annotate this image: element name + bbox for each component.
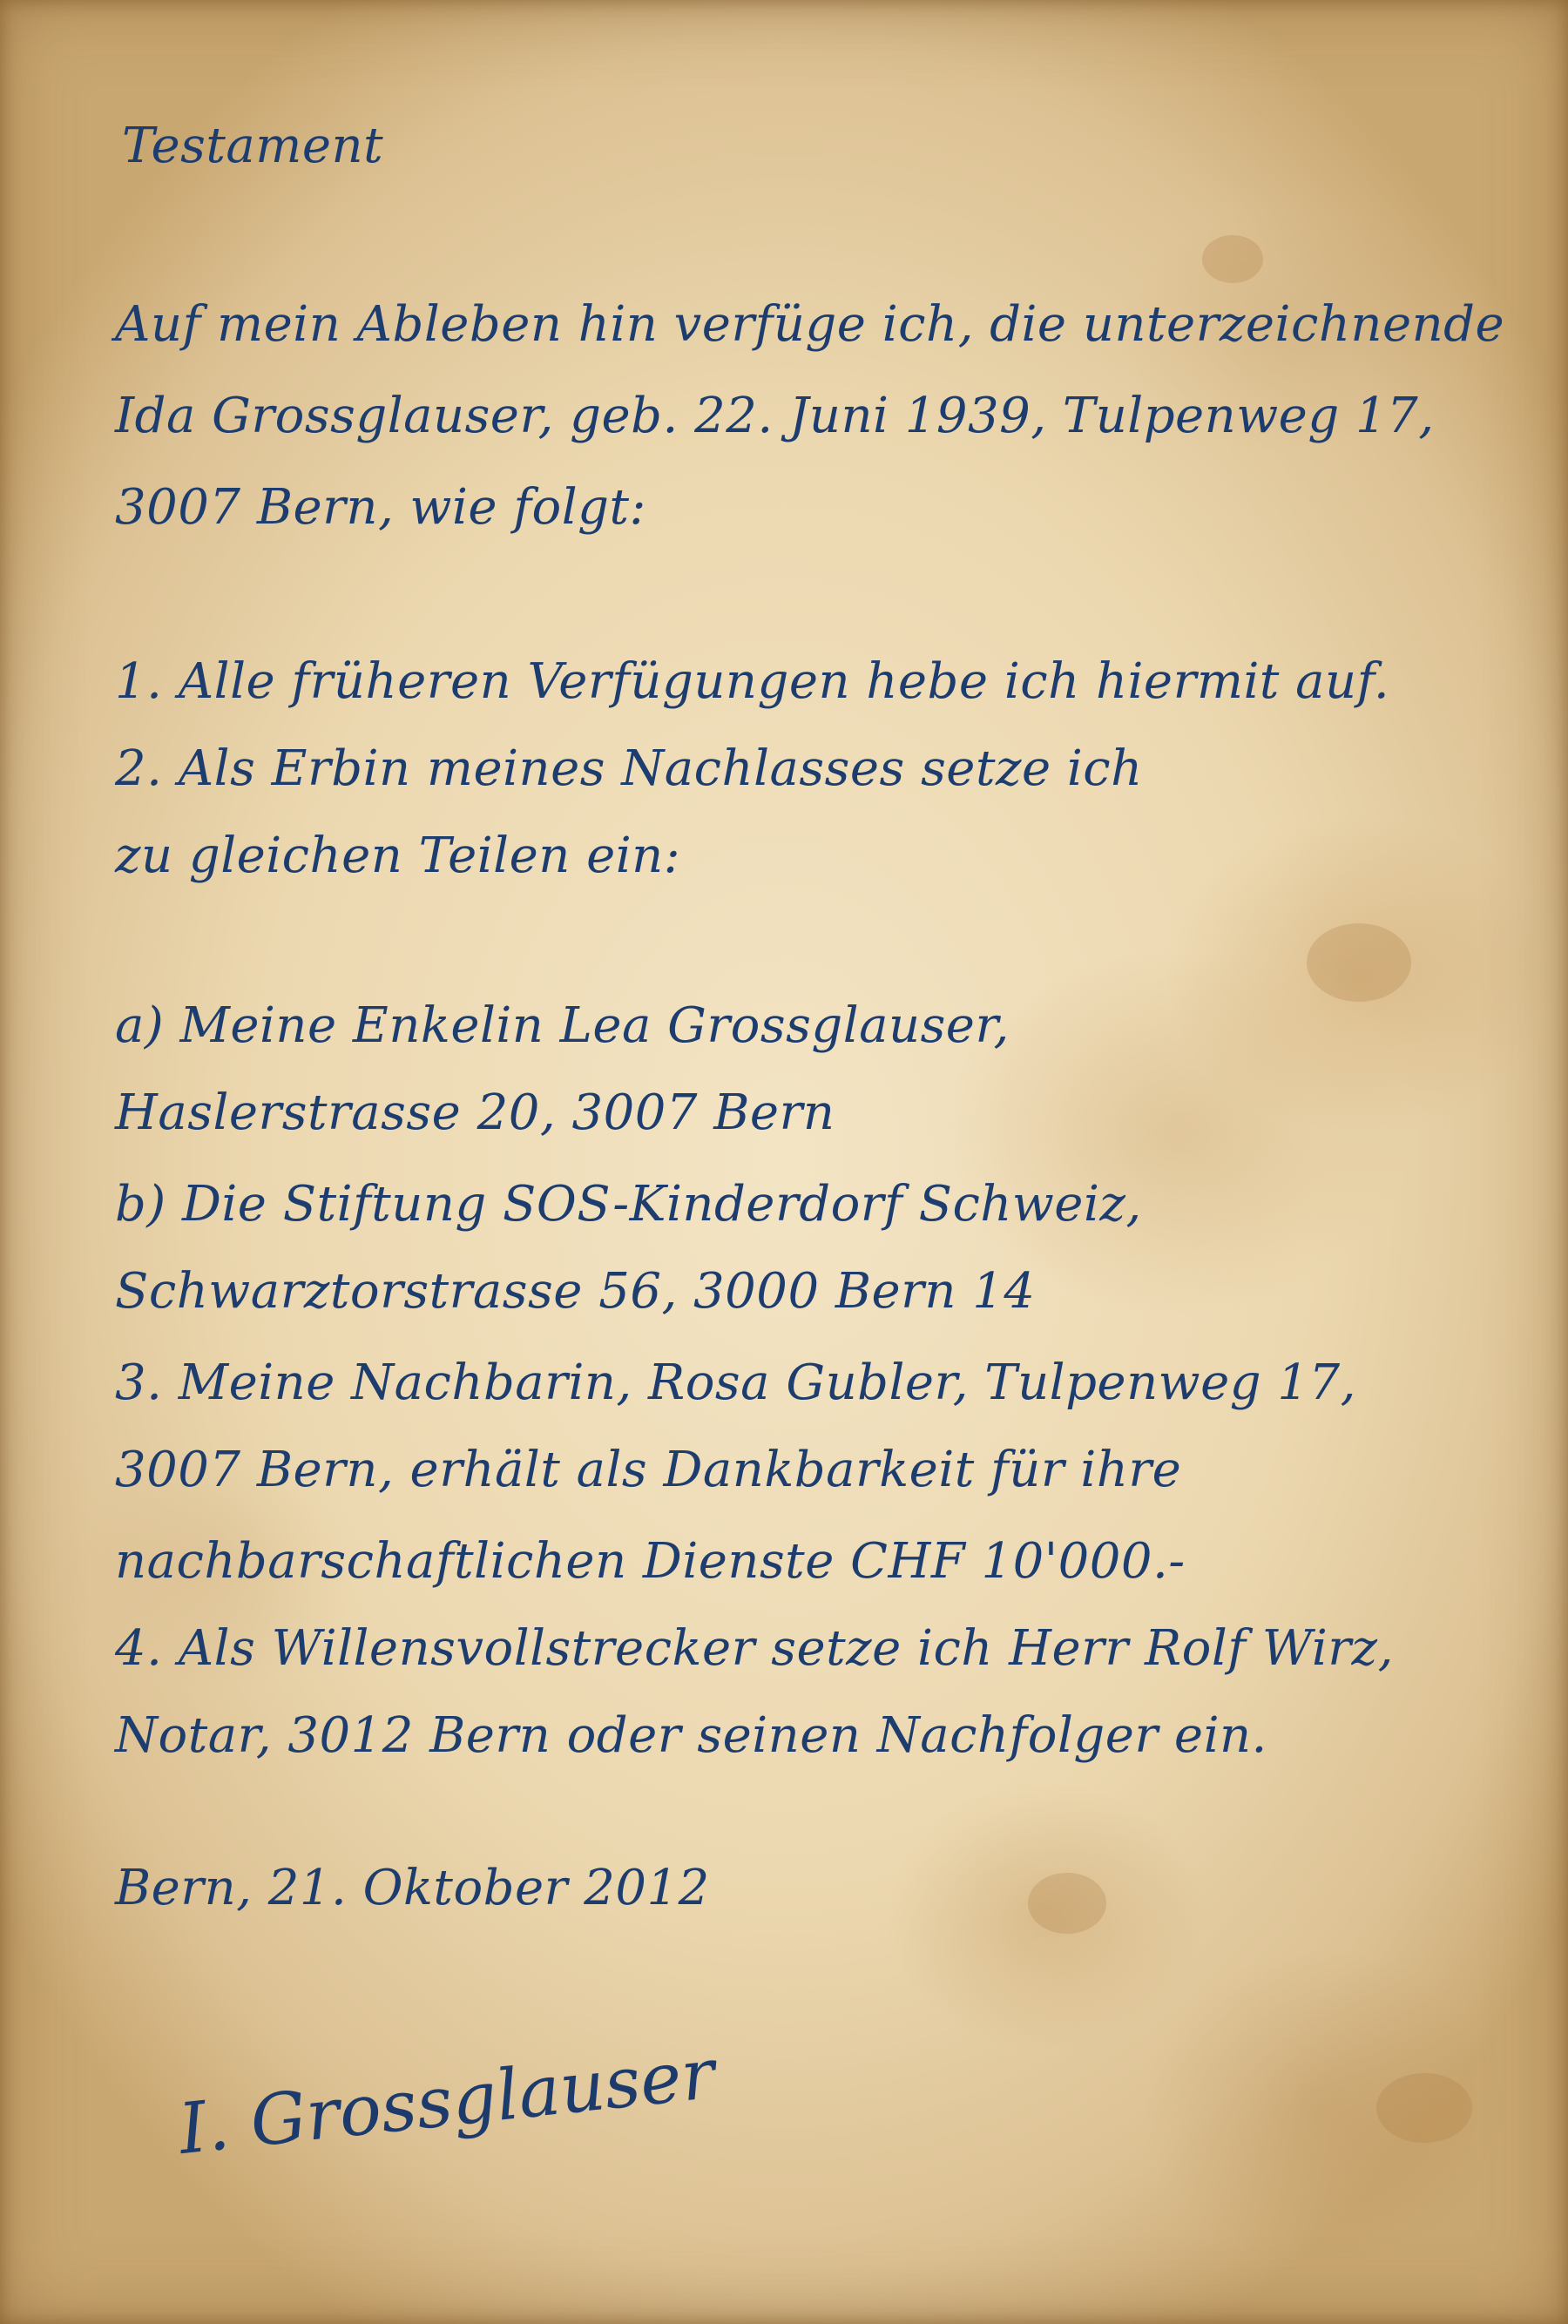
- provision-line: nachbarschaftlichen Dienste CHF 10'000.-: [115, 1533, 1186, 1590]
- heir-line: Haslerstrasse 20, 3007 Bern: [115, 1084, 835, 1141]
- intro-line: 3007 Bern, wie folgt:: [115, 479, 646, 536]
- provision-line: 4. Als Willensvollstrecker setze ich Herr Rolf Wirz,: [115, 1620, 1394, 1677]
- intro-line: Auf mein Ableben hin verfüge ich, die unterzeichnende: [115, 296, 1505, 353]
- provision-line: zu gleichen Teilen ein:: [115, 828, 681, 884]
- stain: [1028, 1873, 1106, 1934]
- provision-line: 3. Meine Nachbarin, Rosa Gubler, Tulpenweg 17,: [115, 1355, 1356, 1411]
- place-date: Bern, 21. Oktober 2012: [115, 1860, 710, 1916]
- provision-line: 3007 Bern, erhält als Dankbarkeit für ihre: [115, 1442, 1182, 1498]
- heir-line: b) Die Stiftung SOS-Kinderdorf Schweiz,: [115, 1176, 1142, 1233]
- provision-line: Notar, 3012 Bern oder seinen Nachfolger ein.: [115, 1707, 1267, 1764]
- heir-line: a) Meine Enkelin Lea Grossglauser,: [115, 997, 1010, 1054]
- provision-line: 2. Als Erbin meines Nachlasses setze ich: [115, 740, 1143, 797]
- signature: I. Grossglauser: [174, 2032, 719, 2170]
- document-title: Testament: [122, 118, 384, 174]
- intro-line: Ida Grossglauser, geb. 22. Juni 1939, Tulpenweg 17,: [115, 388, 1435, 444]
- stain: [1202, 235, 1263, 283]
- heir-line: Schwarztorstrasse 56, 3000 Bern 14: [115, 1263, 1036, 1320]
- provision-line: 1. Alle früheren Verfügungen hebe ich hiermit auf.: [115, 653, 1390, 710]
- stain: [1376, 2073, 1472, 2143]
- stain: [1307, 923, 1411, 1002]
